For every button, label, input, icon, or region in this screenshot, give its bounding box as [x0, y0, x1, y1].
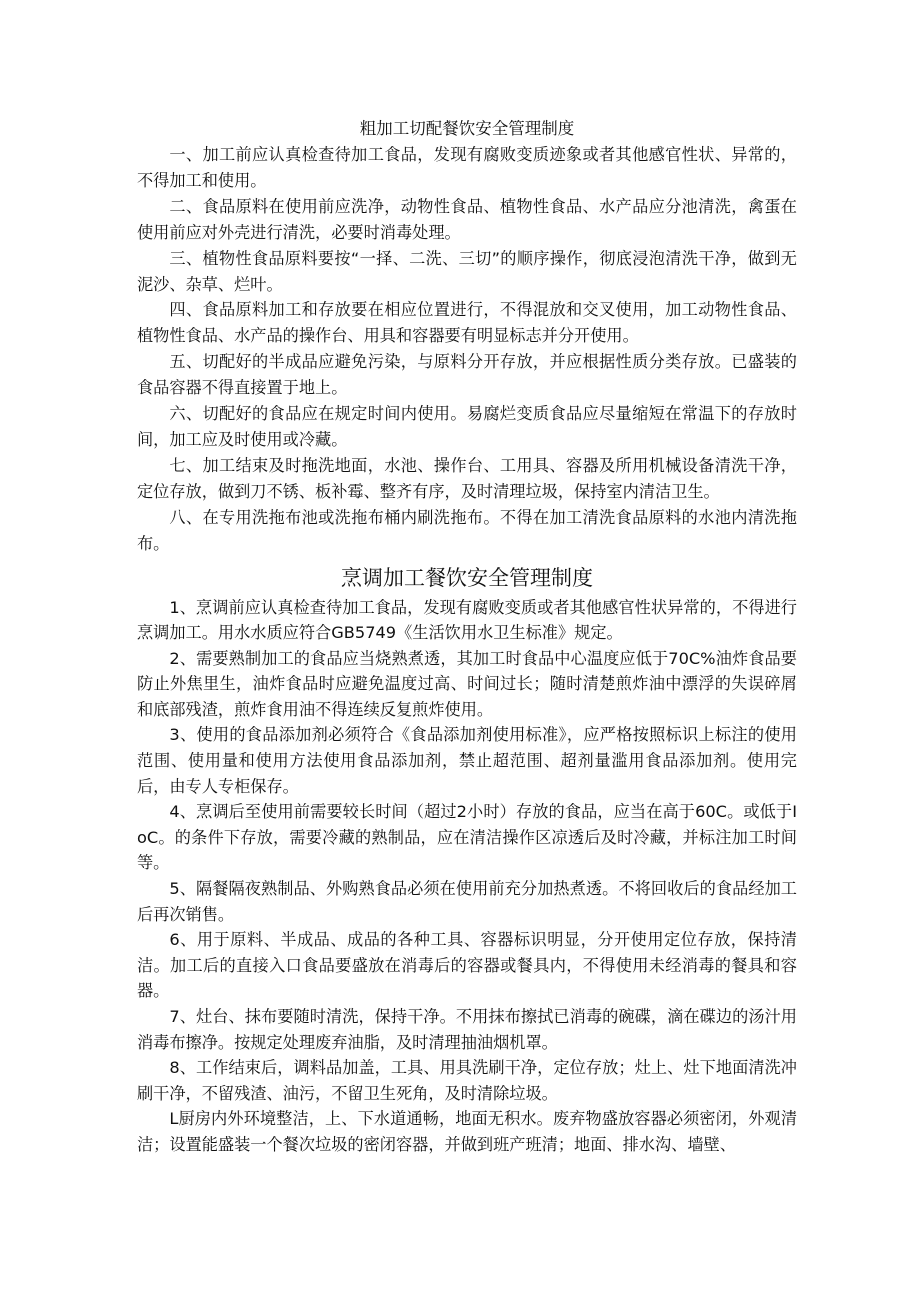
section-rough-processing	[137, 116, 797, 557]
rule-paragraph: 一、加工前应认真检查待加工食品，发现有腐败变质迹象或者其他感官性状、异常的，不得加工和使用。	[137, 145, 797, 190]
document-page	[137, 116, 797, 1158]
rule-paragraph: 2、需要熟制加工的食品应当烧熟煮透，其加工时食品中心温度应低于70C%油炸食品要防止外焦里生，油炸食品时应避免温度过高、时间过长；随时清楚煎炸油中漂浮的失误碎屑和底部残渣，煎炸食用油不得连续反复煎炸使用。	[137, 648, 797, 719]
rule-paragraph: 7、灶台、抹布要随时清洗，保持干净。不用抹布擦拭已消毒的碗碟，滴在碟边的汤汁用消毒布擦净。按规定处理废弃油脂，及时清理抽油烟机罩。	[137, 1007, 797, 1052]
rule-paragraph: 二、食品原料在使用前应洗净，动物性食品、植物性食品、水产品应分池清洗，禽蛋在使用前应对外壳进行清洗，必要时消毒处理。	[137, 196, 797, 242]
section-title-rough-processing: 粗加工切配餐饮安全管理制度	[359, 119, 575, 138]
section-title-cooking: 烹调加工餐饮安全管理制度	[341, 565, 593, 590]
rule-paragraph: L厨房内外环境整洁，上、下水道通畅，地面无积水。废弃物盛放容器必须密闭，外观清洁；设置能盛装一个餐次垃圾的密闭容器，并做到班产班清；地面、排水沟、墙壁、	[137, 1109, 797, 1154]
rule-paragraph: 六、切配好的食品应在规定时间内使用。易腐烂变质食品应尽量缩短在常温下的存放时间，加工应及时使用或冷藏。	[137, 404, 797, 449]
rule-paragraph: 4、烹调后至使用前需要较长时间（超过2小时）存放的食品，应当在高于60C。或低于IoC。的条件下存放，需要冷藏的熟制品，应在清洁操作区凉透后及时冷藏，并标注加工时间等。	[137, 802, 797, 873]
rule-paragraph: 8、工作结束后，调料品加盖，工具、用具洗刷干净，定位存放；灶上、灶下地面清洗冲刷干净，不留残渣、油污，不留卫生死角，及时清除垃圾。	[137, 1058, 797, 1103]
rule-paragraph: 1、烹调前应认真检查待加工食品，发现有腐败变质或者其他感官性状异常的，不得进行烹调加工。用水水质应符合GB5749《生活饮用水卫生标准》规定。	[137, 597, 797, 643]
rule-paragraph: 四、食品原料加工和存放要在相应位置进行，不得混放和交叉使用，加工动物性食品、植物性食品、水产品的操作台、用具和容器要有明显标志并分开使用。	[137, 300, 797, 346]
rule-paragraph: 七、加工结束及时拖洗地面，水池、操作台、工用具、容器及所用机械设备清洗干净，定位存放，做到刀不锈、板补霉、整齐有序，及时清理垃圾，保持室内清洁卫生。	[137, 455, 797, 501]
section-cooking	[137, 561, 797, 1158]
rule-paragraph: 八、在专用洗拖布池或洗拖布桶内刷洗拖布。不得在加工清洗食品原料的水池内清洗拖布。	[137, 507, 797, 553]
rule-paragraph: 五、切配好的半成品应避免污染，与原料分开存放，并应根据性质分类存放。已盛装的食品容器不得直接置于地上。	[137, 352, 797, 398]
rule-paragraph: 三、植物性食品原料要按“一择、二洗、三切”的顺序操作，彻底浸泡清洗干净，做到无泥沙、杂草、烂叶。	[137, 248, 797, 294]
rule-paragraph: 6、用于原料、半成品、成品的各种工具、容器标识明显，分开使用定位存放，保持清洁。加工后的直接入口食品要盛放在消毒后的容器或餐具内，不得使用未经消毒的餐具和容器。	[137, 930, 797, 1001]
rule-paragraph: 3、使用的食品添加剂必须符合《食品添加剂使用标准》，应严格按照标识上标注的使用范围、使用量和使用方法使用食品添加剂，禁止超范围、超剂量滥用食品添加剂。使用完后，由专人专柜保存。	[137, 725, 797, 796]
rule-paragraph: 5、隔餐隔夜熟制品、外购熟食品必须在使用前充分加热煮透。不将回收后的食品经加工后再次销售。	[137, 879, 797, 924]
